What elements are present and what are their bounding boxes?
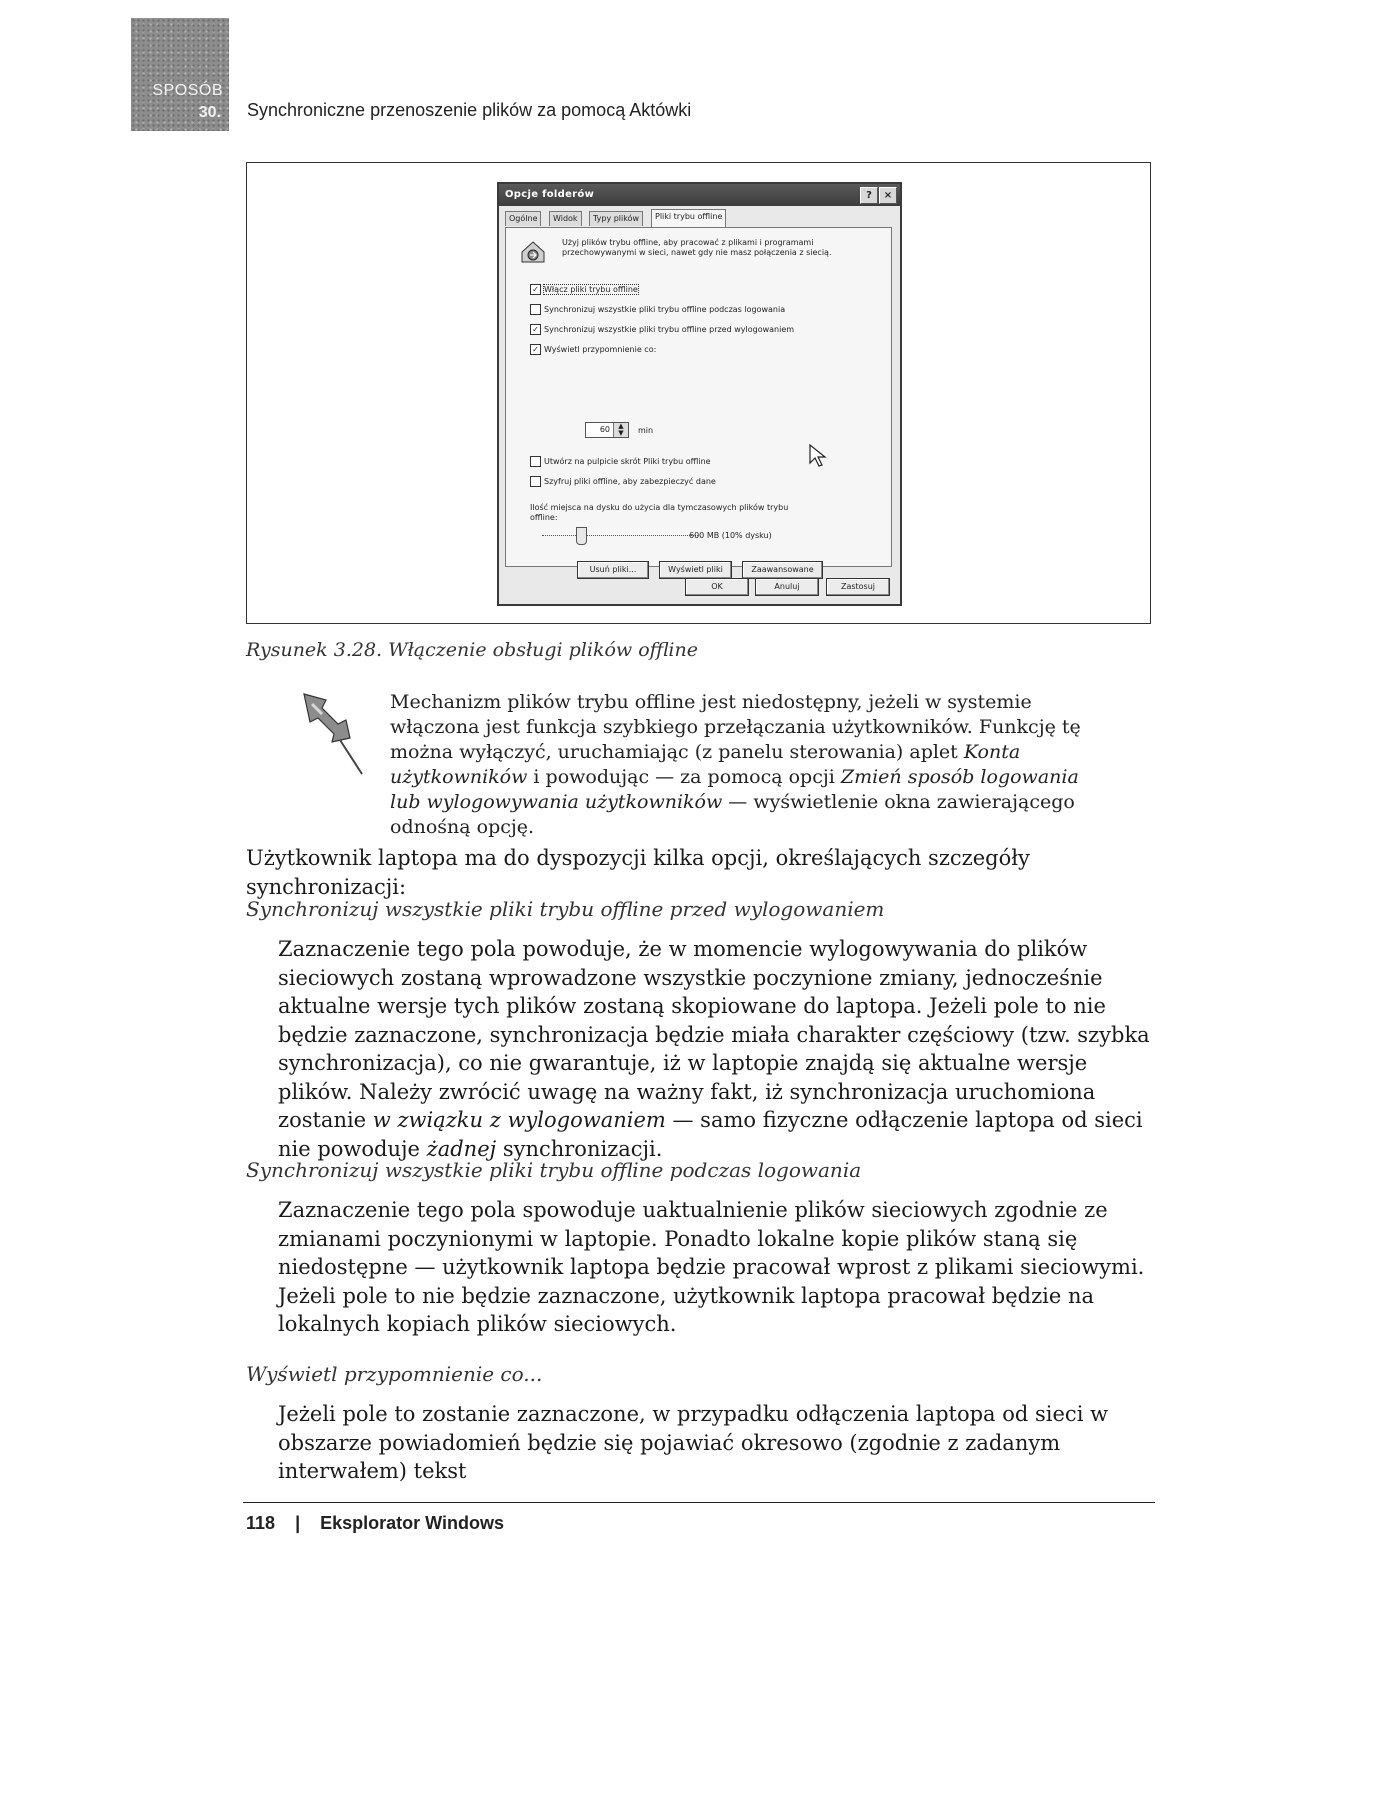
- option-description-reminder: Jeżeli pole to zostanie zaznaczone, w przypadku odłączenia laptopa od sieci w obszarze powiadomień będzie się pojawiać okresowo (zgodnie z zadanym interwałem) tekst: [278, 1402, 1109, 1483]
- option-term-reminder: Wyświetl przypomnienie co...: [246, 1362, 543, 1386]
- book-title: Eksplorator Windows: [320, 1513, 504, 1533]
- checkbox-sync-logoff[interactable]: [530, 324, 794, 336]
- option-term-logoff: Synchronizuj wszystkie pliki trybu offline przed wylogowaniem: [246, 897, 885, 921]
- view-files-button[interactable]: Wyświetl pliki: [659, 561, 732, 579]
- reminder-spinner[interactable]: [585, 422, 629, 438]
- checkbox-box[interactable]: [530, 456, 541, 467]
- checkbox-sync-logon[interactable]: [530, 304, 785, 316]
- note-text: Mechanizm plików trybu offline jest niedostępny, jeżeli w systemie włączona jest funkcja szybkiego przełączania użytkowników. Funkcję tę można wyłączyć, uruchamiając (z panelu sterowania) aplet: [390, 691, 1081, 763]
- reminder-unit: min: [638, 426, 654, 435]
- checkbox-label: Synchronizuj wszystkie pliki trybu offline podczas logowania: [544, 305, 786, 314]
- checkbox-reminder[interactable]: [530, 344, 656, 356]
- checkbox-box[interactable]: ✓: [530, 324, 541, 335]
- apply-button[interactable]: Zastosuj: [826, 578, 890, 596]
- note-box: [390, 690, 1110, 840]
- tab-general[interactable]: Ogólne: [505, 211, 541, 226]
- disk-space-slider-track[interactable]: [542, 535, 698, 537]
- disk-space-slider-thumb[interactable]: [576, 527, 587, 545]
- offline-files-panel: [505, 227, 892, 574]
- checkbox-box[interactable]: ✓: [530, 284, 541, 295]
- checkbox-label: Włącz pliki trybu offline: [544, 285, 638, 294]
- dialog-titlebar: [499, 184, 900, 206]
- note-option-name: Zmień sposób logowania lub wylogowywania użytkowników: [390, 766, 1079, 813]
- info-text: Użyj plików trybu offline, aby pracować z plikami i programami przechowywanymi w sieci, nawet gdy nie masz połączenia z siecią.: [562, 238, 832, 257]
- checkbox-label: Synchronizuj wszystkie pliki trybu offline przed wylogowaniem: [544, 325, 795, 334]
- description-text: Zaznaczenie tego pola powoduje, że w momencie wylogowywania do plików sieciowych zostaną wprowadzone wszystkie poczynione zmiany, jednocześnie aktualne wersje tych plików zostaną skopiowane do laptopa. Jeżeli pole to nie będzie zaznaczone, synchronizacja będzie miała charakter częściowy (tzw. szybka synchronizacja), co nie gwarantuje, iż w laptopie znajdą się aktualne wersje plików. Należy zwrócić uwagę na ważny fakt, iż synchronizacja uruchomiona zostanie: [278, 937, 1150, 1132]
- footer-rule: [243, 1502, 1155, 1503]
- checkbox-box[interactable]: ✓: [530, 344, 541, 355]
- mouse-pointer-icon: [808, 443, 830, 469]
- disk-space-label: Ilość miejsca na dysku do użycia dla tymczasowych plików trybu offline:: [530, 503, 789, 522]
- note-applet-name: Konta użytkowników: [390, 741, 1021, 788]
- running-header: Synchroniczne przenoszenie plików za pomocą Aktówki: [247, 100, 692, 120]
- disk-space-value: 600 MB (10% dysku): [689, 531, 772, 540]
- description-text: — samo fizyczne odłączenie laptopa od sieci nie powoduje: [278, 1108, 1143, 1161]
- description-emphasis: żadnej: [426, 1136, 497, 1161]
- description-text: synchronizacji.: [496, 1136, 663, 1161]
- footer-separator: |: [295, 1513, 301, 1533]
- tab-file-types[interactable]: Typy plików: [589, 211, 643, 226]
- advanced-button[interactable]: Zaawansowane: [742, 561, 823, 579]
- folder-options-dialog: [497, 182, 902, 606]
- option-description-logon: Zaznaczenie tego pola spowoduje uaktualnienie plików sieciowych zgodnie ze zmianami poczynionymi w laptopie. Ponadto lokalne kopie plików staną się niedostępne — użytkownik laptopa będzie pracował wprost z plikami sieciowymi. Jeżeli pole to nie będzie zaznaczone, użytkownik laptopa pracował będzie na lokalnych kopiach plików sieciowych.: [278, 1198, 1145, 1336]
- option-description-logoff: [278, 935, 1158, 1163]
- spinner-arrows-icon[interactable]: ▲ ▼: [613, 423, 628, 437]
- checkbox-desktop-shortcut[interactable]: [530, 456, 711, 468]
- description-emphasis: w związku z wylogowaniem: [372, 1108, 666, 1132]
- checkbox-box[interactable]: [530, 304, 541, 315]
- page-number: 118: [246, 1513, 276, 1533]
- ok-button[interactable]: OK: [685, 578, 749, 596]
- intro-paragraph: Użytkownik laptopa ma do dyspozycji kilka opcji, określających szczegóły synchronizacji:: [246, 846, 1030, 899]
- dialog-title: Opcje folderów: [505, 189, 595, 200]
- cancel-button[interactable]: Anuluj: [755, 578, 819, 596]
- tab-offline-files[interactable]: Pliki trybu offline: [651, 209, 726, 227]
- checkbox-encrypt[interactable]: [530, 476, 716, 488]
- badge-number: 30.: [198, 104, 221, 121]
- tab-view[interactable]: Widok: [549, 211, 582, 226]
- option-term-logon: Synchronizuj wszystkie pliki trybu offline podczas logowania: [246, 1158, 862, 1182]
- checkbox-label: Szyfruj pliki offline, aby zabezpieczyć dane: [544, 477, 716, 486]
- close-button[interactable]: ×: [879, 187, 897, 204]
- page-footer: [246, 1513, 504, 1534]
- reminder-value: 60: [599, 425, 610, 434]
- note-text: — wyświetlenie okna zawierającego odnośną opcję.: [390, 791, 1075, 838]
- figure-caption: Rysunek 3.28. Włączenie obsługi plików offline: [246, 639, 698, 661]
- pushpin-icon: [292, 690, 366, 780]
- note-text: i powodując — za pomocą opcji: [527, 766, 841, 788]
- checkbox-label: Utwórz na pulpicie skrót Pliki trybu offline: [544, 457, 711, 466]
- checkbox-label: Wyświetl przypomnienie co:: [544, 345, 657, 354]
- help-button[interactable]: ?: [860, 187, 878, 204]
- delete-files-button[interactable]: Usuń pliki...: [577, 561, 649, 579]
- checkbox-enable-offline[interactable]: [530, 284, 638, 296]
- checkbox-box[interactable]: [530, 476, 541, 487]
- badge-word: SPOSÓB: [152, 82, 223, 99]
- offline-files-icon: [520, 240, 546, 264]
- section-badge: [131, 18, 229, 131]
